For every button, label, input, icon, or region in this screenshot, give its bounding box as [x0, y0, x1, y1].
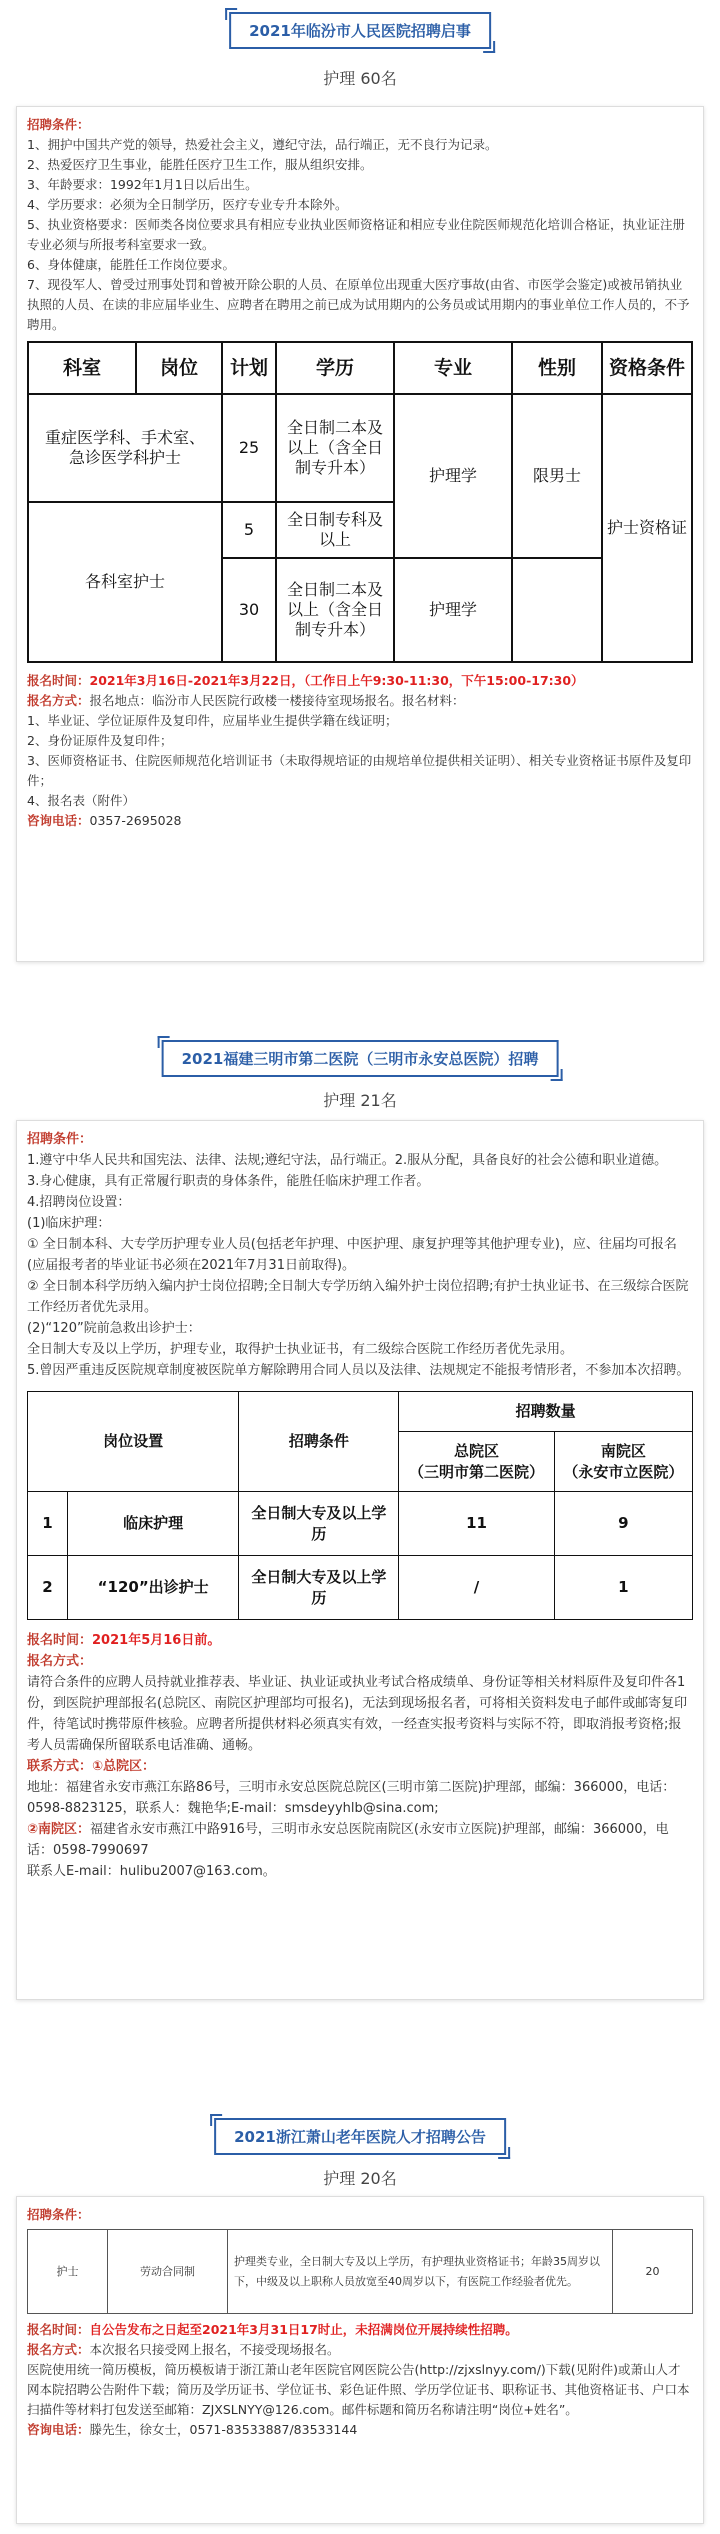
table-cell: 临床护理 [68, 1492, 239, 1556]
table-header: 岗位 [136, 342, 222, 394]
s1-phone: 0357-2695028 [89, 813, 182, 828]
s1-cond-label: 招聘条件： [27, 117, 90, 132]
s2-title: 2021福建三明市第二医院（三明市永安总医院）招聘 [162, 1040, 559, 1077]
list-item: ② 全日制本科学历纳入编内护士岗位招聘;全日制大专学历纳入编外护士岗位招聘;有护士执业证书、在三级综合医院工作经历者优先录用。 [27, 1279, 689, 1315]
table-cell: 1 [28, 1492, 68, 1556]
table-cell: 护理学 [394, 394, 512, 558]
s2-time-label: 报名时间： [27, 1633, 93, 1648]
table-cell: 11 [399, 1492, 554, 1556]
list-item: 5.曾因严重违反医院规章制度被医院单方解除聘用合同人员以及法律、法规规定不能报考情形者，不参加本次招聘。 [27, 1363, 690, 1378]
s3-method-label: 报名方式： [27, 2342, 90, 2357]
table-header: 招聘数量 [399, 1392, 693, 1432]
col-south-note: （永安市立医院） [563, 1462, 684, 1481]
s1-cond-list [27, 135, 693, 335]
table-cell: 全日制大专及以上学历 [239, 1492, 399, 1556]
table-cell: 1 [554, 1556, 692, 1620]
s2-contact-label: 联系方式： [27, 1759, 93, 1774]
list-item: 6、身体健康，能胜任工作岗位要求。 [27, 257, 235, 272]
table-cell: 护理类专业，全日制大专及以上学历，有护理执业资格证书；年龄35周岁以下，中级及以上职称人员放宽至40周岁以下，有医院工作经验者优先。 [228, 2230, 613, 2314]
s3-subtitle: 护理 20名 [323, 2169, 397, 2188]
table-cell: 全日制大专及以上学历 [239, 1556, 399, 1620]
table-header: 资格条件 [602, 342, 692, 394]
list-item: (1)临床护理： [27, 1216, 111, 1231]
table-header [554, 1432, 692, 1492]
table-row [28, 1556, 693, 1620]
table-cell: 30 [222, 558, 276, 662]
table-cell: 全日制二本及以上（含全日制专升本） [276, 394, 394, 502]
s3-method: 本次报名只接受网上报名，不接受现场报名。 [89, 2342, 340, 2357]
list-item: ① 全日制本科、大专学历护理专业人员(包括老年护理、中医护理、康复护理等其他护理专业)，应、往届均可报名(应届报考者的毕业证书必须在2021年7月31日前取得)。 [27, 1237, 677, 1273]
table-cell: 25 [222, 394, 276, 502]
table-cell [512, 558, 602, 662]
s2-card [16, 1120, 704, 2000]
list-item: 3.身心健康，具有正常履行职责的身体条件，能胜任临床护理工作者。 [27, 1174, 430, 1189]
s3-title: 2021浙江萧山老年医院人才招聘公告 [214, 2118, 506, 2155]
s3-time-label: 报名时间： [27, 2322, 90, 2337]
list-item: 2、身份证原件及复印件； [27, 733, 173, 748]
table-cell: 9 [554, 1492, 692, 1556]
s2-contact-tag-1: ①总院区： [92, 1759, 156, 1774]
s2-email: 联系人E-mail：hulibu2007@163.com。 [27, 1864, 276, 1879]
table-header: 专业 [394, 342, 512, 394]
list-item: 1、毕业证、学位证原件及复印件，应届毕业生提供学籍在线证明； [27, 713, 398, 728]
list-item: 4、报名表（附件） [27, 793, 135, 808]
s3-time: 自公告发布之日起至2021年3月31日17时止，未招满岗位开展持续性招聘。 [89, 2322, 518, 2337]
s1-time-label: 报名时间： [27, 673, 90, 688]
table-cell: 2 [28, 1556, 68, 1620]
s1-phone-label: 咨询电话： [27, 813, 90, 828]
s3-cond-label: 招聘条件： [27, 2207, 90, 2222]
list-item: 1、拥护中国共产党的领导，热爱社会主义，遵纪守法，品行端正，无不良行为记录。 [27, 137, 498, 152]
list-item: 2、热爱医疗卫生事业，能胜任医疗卫生工作，服从组织安排。 [27, 157, 373, 172]
table-header: 科室 [28, 342, 136, 394]
col-south: 南院区 [600, 1441, 646, 1460]
s2-subtitle: 护理 21名 [323, 1091, 397, 1110]
s2-time: 2021年5月16日前。 [92, 1633, 221, 1648]
s3-card [16, 2196, 704, 2524]
table-cell: 20 [613, 2230, 693, 2314]
s2-cond-label: 招聘条件： [27, 1132, 93, 1147]
table-cell: 劳动合同制 [108, 2230, 228, 2314]
s2-table [27, 1391, 693, 1620]
s2-contact-1: 地址：福建省永安市燕江东路86号，三明市永安总医院总院区(三明市第二医院)护理部，邮编：366000，电话：0598-8823125，联系人：魏艳华;E-mail：smsdeyyhlb@sina.com; [27, 1780, 676, 1816]
s3-phone-label: 咨询电话： [27, 2422, 90, 2437]
list-item: 7、现役军人、曾受过刑事处罚和曾被开除公职的人员、在原单位出现重大医疗事故(由省、市医学会鉴定)或被吊销执业执照的人员、在读的非应届毕业生、应聘者在聘用之前已成为试用期内的公务员或试用期内的事业单位工作人员的，不予聘用。 [27, 277, 690, 332]
table-header: 性别 [512, 342, 602, 394]
table-cell: 限男士 [512, 394, 602, 558]
col-main: 总院区 [454, 1441, 500, 1460]
s3-method-detail: 医院使用统一简历模板，简历模板请于浙江萧山老年医院官网医院公告(http://zjxslnyy.com/)下载(见附件)或萧山人才网本院招聘公告附件下载；简历及学历证书、学位证书、彩色证件照、学历学位证书、职称证书、其他资格证书、户口本扫描件等材料打包发送至邮箱：ZJXSLNYY@126.com。邮件标题和简历名称请注明“岗位+姓名”。 [27, 2362, 690, 2417]
table-row [28, 2230, 693, 2314]
s3-phone: 滕先生，徐女士，0571-83533887/83533144 [89, 2422, 358, 2437]
s2-method: 请符合条件的应聘人员持就业推荐表、毕业证、执业证或执业考试合格成绩单、身份证等相关材料原件及复印件各1份，到医院护理部报名(总院区、南院区护理部均可报名)，无法到现场报名者，可将相关资料发电子邮件或邮寄复印件，待笔试时携带原件核验。应聘者所提供材料必须真实有效，一经查实报考资料与实际不符，即取消报考资格;报考人员需确保所留联系电话准确、通畅。 [27, 1675, 688, 1753]
table-cell: 各科室护士 [28, 502, 222, 662]
s3-table [27, 2229, 693, 2314]
table-cell: 护士 [28, 2230, 108, 2314]
s1-subtitle: 护理 60名 [323, 69, 397, 88]
table-cell: 5 [222, 502, 276, 558]
list-item: 3、年龄要求：1992年1月1日以后出生。 [27, 177, 258, 192]
table-cell: 护理学 [394, 558, 512, 662]
table-cell: 重症医学科、手术室、急诊医学科护士 [28, 394, 222, 502]
s2-method-label: 报名方式： [27, 1654, 93, 1669]
s1-table [27, 341, 693, 663]
table-header: 招聘条件 [239, 1392, 399, 1492]
list-item: 3、医师资格证书、住院医师规范化培训证书（未取得规培证的由规培单位提供相关证明）、相关专业资格证书原件及复印件； [27, 753, 692, 788]
list-item: 5、执业资格要求：医师类各岗位要求具有相应专业执业医师资格证和相应专业住院医师规范化培训合格证，执业证注册专业必须与所报考科室要求一致。 [27, 217, 685, 252]
table-header: 岗位设置 [28, 1392, 239, 1492]
table-row [28, 1492, 693, 1556]
table-header: 学历 [276, 342, 394, 394]
list-item: 4.招聘岗位设置： [27, 1195, 131, 1210]
list-item: 全日制大专及以上学历，护理专业，取得护士执业证书，有二级综合医院工作经历者优先录用。 [27, 1342, 574, 1357]
col-main-note: （三明市第二医院） [409, 1462, 545, 1481]
table-cell: 护士资格证 [602, 394, 692, 662]
s2-contact-2: 福建省永安市燕江中路916号，三明市永安总医院南院区(永安市立医院)护理部，邮编：366000，电话：0598-7990697 [27, 1822, 669, 1858]
table-cell: 全日制专科及以上 [276, 502, 394, 558]
table-cell: / [399, 1556, 554, 1620]
s1-time: 2021年3月16日-2021年3月22日，（工作日上午9:30-11:30，下午15:00-17:30） [89, 673, 584, 688]
list-item: 4、学历要求：必须为全日制学历，医疗专业专升本除外。 [27, 197, 348, 212]
table-header: 计划 [222, 342, 276, 394]
s1-title: 2021年临汾市人民医院招聘启事 [229, 12, 491, 49]
list-item: 1.遵守中华人民共和国宪法、法律、法规;遵纪守法，品行端正。2.服从分配，具备良好的社会公德和职业道德。 [27, 1153, 668, 1168]
table-header [399, 1432, 554, 1492]
s1-method: 报名地点：临汾市人民医院行政楼一楼接待室现场报名。报名材料： [89, 693, 465, 708]
list-item: (2)“120”院前急救出诊护士： [27, 1321, 201, 1336]
s1-method-label: 报名方式： [27, 693, 90, 708]
table-cell: 全日制二本及以上（含全日制专升本） [276, 558, 394, 662]
s1-card [16, 106, 704, 962]
table-cell: “120”出诊护士 [68, 1556, 239, 1620]
s2-contact-tag-2: ②南院区： [27, 1822, 91, 1837]
